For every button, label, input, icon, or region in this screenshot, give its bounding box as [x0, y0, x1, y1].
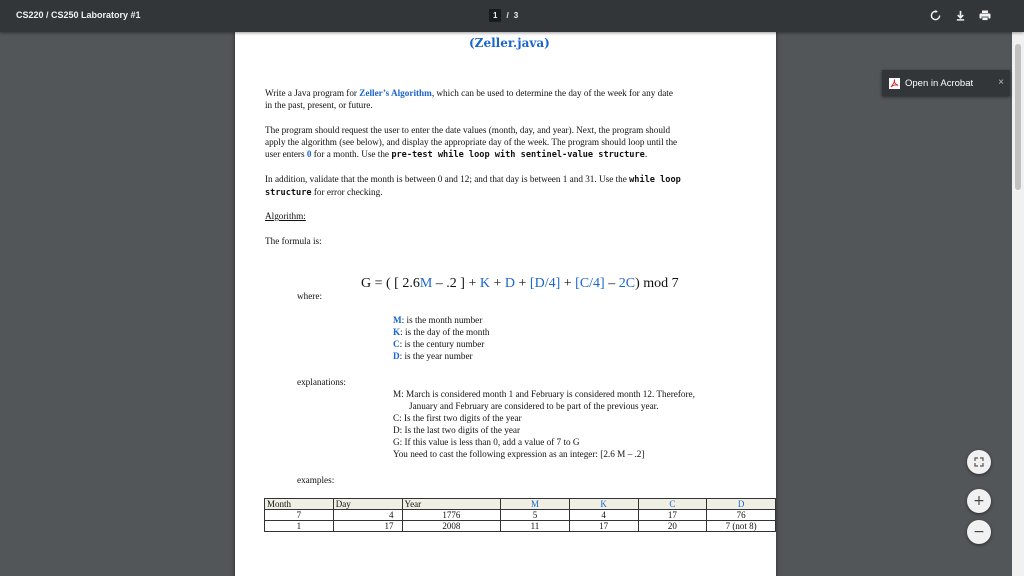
algorithm-heading: Algorithm: — [265, 211, 306, 221]
variable-m: M: is the month number — [393, 315, 483, 325]
zeller-formula: G = ( [ 2.6M – .2 ] + K + D + [D/4] + [C/4] – 2C) mod 7 — [361, 276, 679, 291]
current-page-input[interactable]: 1 — [489, 9, 501, 22]
examples-table — [264, 498, 776, 532]
file-title: (Zeller.java) — [469, 36, 550, 50]
variable-c: C: is the century number — [393, 339, 485, 349]
variable-d: D: is the year number — [393, 351, 473, 361]
pdf-page — [235, 32, 776, 576]
explanations-label: explanations: — [297, 377, 346, 387]
rotate-icon[interactable] — [928, 8, 942, 22]
page-separator: / — [506, 11, 509, 20]
examples-label: examples: — [297, 475, 335, 485]
formula-intro: The formula is: — [265, 236, 322, 246]
table-row: 1 17 2008 11 17 20 7 (not 8) — [265, 521, 776, 532]
zoom-in-button[interactable]: + — [967, 489, 991, 513]
print-icon[interactable] — [978, 8, 992, 22]
toolbar-actions — [928, 8, 992, 22]
validation-paragraph: In addition, validate that the month is between 0 and 12; and that day is between 1 and 31. Use the while loop structure for error checking. — [265, 174, 681, 198]
table-header-row: Month Day Year M K C D — [265, 499, 776, 510]
variable-list — [393, 314, 489, 362]
fit-page-button[interactable] — [967, 450, 991, 474]
open-in-acrobat-button[interactable] — [882, 70, 1010, 96]
download-icon[interactable] — [953, 8, 967, 22]
total-pages: 3 — [513, 11, 519, 20]
intro-paragraph: Write a Java program for Zeller’s Algorithm, which can be used to determine the day of the week for any date in the past, present, or future. — [265, 88, 673, 110]
scrollbar-thumb[interactable] — [1015, 44, 1021, 190]
explanations-list: M: March is considered month 1 and February is considered month 12. Therefore, January and February are considered to be part of the previous year. C: Is the first two digits of the year D: Is the last two digits of the year G: If this value is less than 0, add a value of 7 to G You need to cast the following expression as an integer: [2.6 M – .2] — [393, 389, 695, 459]
close-icon[interactable]: × — [998, 77, 1004, 88]
table-row: 7 4 1776 5 4 17 76 — [265, 510, 776, 521]
sentinel-value: 0 — [306, 149, 312, 159]
document-viewer[interactable] — [0, 32, 1012, 576]
loop-structure: pre-test while loop with sentinel-value structure — [391, 150, 645, 160]
zoom-out-button[interactable]: − — [967, 520, 991, 544]
open-in-acrobat-label: Open in Acrobat — [905, 77, 974, 89]
page-indicator — [489, 9, 518, 22]
pdf-toolbar — [0, 0, 1024, 32]
where-label: where: — [297, 291, 322, 301]
requirements-paragraph: The program should request the user to enter the date values (month, day, and year). Next, the program should apply the algorithm (see below), and display the appropriate day of the week. The program should loop until the user enters 0 for a month. Use the pre-test while loop with sentinel-value structure. — [265, 125, 678, 160]
zeller-link: Zeller’s Algorithm — [359, 88, 432, 98]
acrobat-icon — [889, 78, 900, 89]
vertical-scrollbar[interactable] — [1012, 32, 1024, 576]
variable-k: K: is the day of the month — [393, 327, 490, 337]
fit-page-icon — [974, 457, 984, 467]
document-title: CS220 / CS250 Laboratory #1 — [16, 10, 141, 20]
